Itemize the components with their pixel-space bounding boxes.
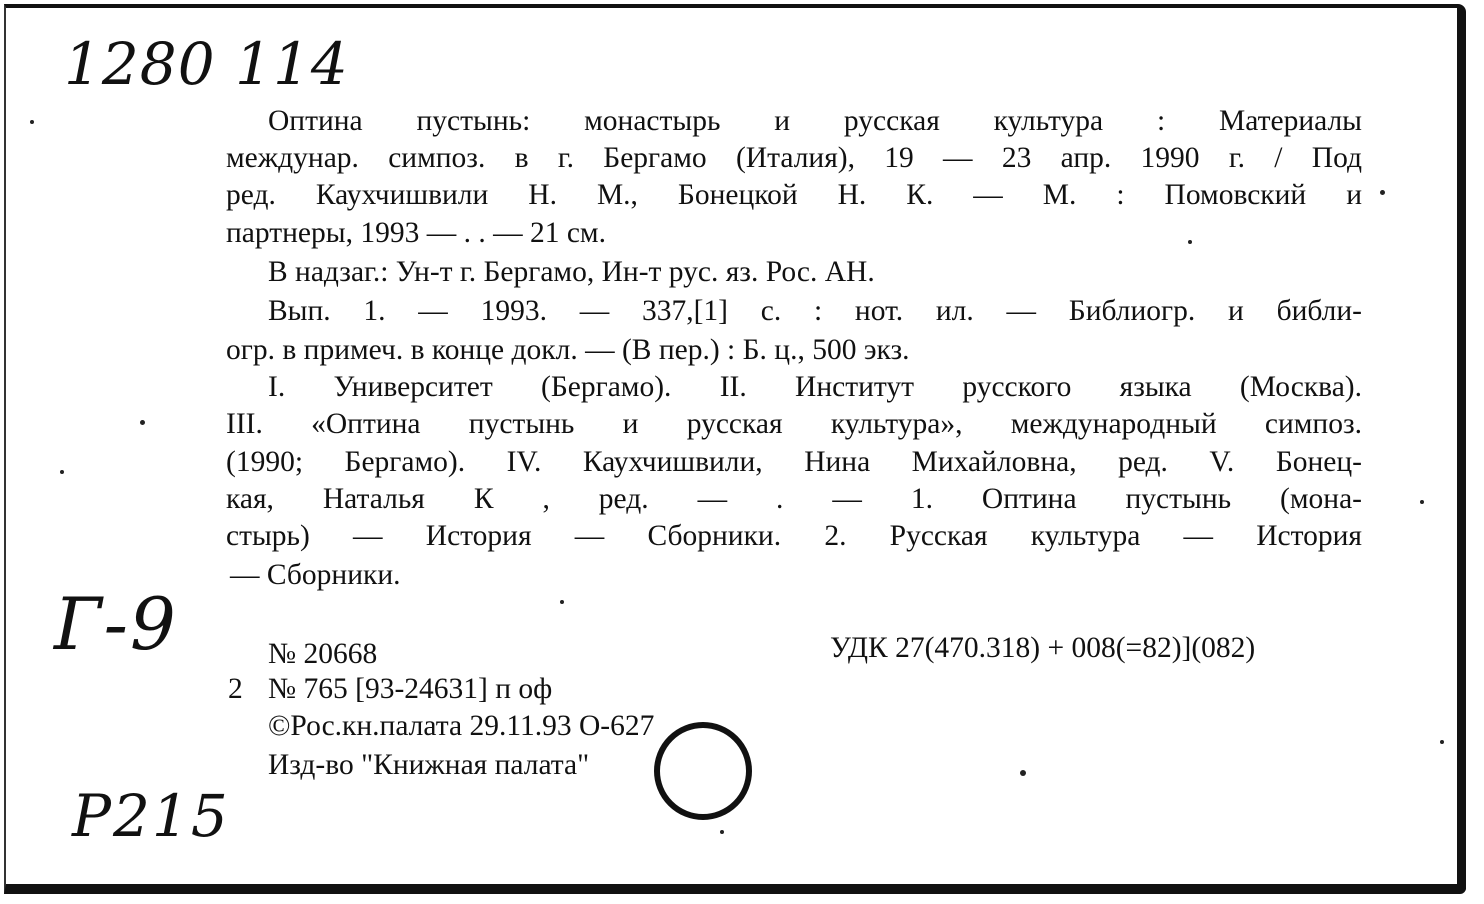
- record-line: междунар. симпоз. в г. Бергамо (Италия), 19 — 23 апр. 1990 г. / Под: [226, 142, 1362, 174]
- speck: [1380, 190, 1385, 195]
- handwritten-shelf-mark: 1280 114: [64, 30, 349, 98]
- record-line-title: Оптина пустынь: монастырь и русская культура : Материалы: [268, 105, 1362, 137]
- speck: [1188, 240, 1192, 244]
- speck: [60, 470, 64, 474]
- speck: [30, 120, 34, 124]
- handwritten-code: Г-9: [54, 582, 178, 666]
- record-line-note: В надзаг.: Ун-т г. Бергамо, Ин-т рус. яз. Рос. АН.: [268, 256, 875, 288]
- record-line: III. «Оптина пустынь и русская культура», международный симпоз.: [226, 408, 1362, 440]
- handwritten-index: P215: [72, 782, 230, 850]
- speck: [1420, 500, 1424, 504]
- record-line: партнеры, 1993 — . . — 21 см.: [226, 217, 606, 249]
- record-line-volume: Вып. 1. — 1993. — 337,[1] с. : нот. ил. — Библиогр. и библи-: [268, 295, 1362, 327]
- speck: [1020, 770, 1026, 776]
- record-line: ред. Каухчишвили Н. М., Бонецкой Н. К. — М. : Помовский и: [226, 179, 1362, 211]
- speck: [560, 600, 564, 604]
- record-line: огр. в примеч. в конце докл. — (В пер.) : Б. ц., 500 экз.: [226, 334, 910, 366]
- record-line: — Сборники.: [230, 559, 401, 591]
- punch-hole: [654, 722, 752, 820]
- card-number: № 765 [93-24631] п оф: [268, 673, 553, 705]
- copyright-line: ©Рос.кн.палата 29.11.93 О-627: [268, 710, 655, 742]
- record-line: стырь) — История — Сборники. 2. Русская культура — История: [226, 520, 1362, 552]
- speck: [1440, 740, 1444, 744]
- publisher-line: Изд-во "Книжная палата": [268, 749, 590, 781]
- speck: [140, 420, 145, 425]
- copies-count: 2: [228, 673, 243, 705]
- record-number: № 20668: [268, 638, 378, 670]
- udk-code: УДК 27(470.318) + 008(=82)](082): [830, 632, 1256, 664]
- record-line: (1990; Бергамо). IV. Каухчишвили, Нина Михайловна, ред. V. Бонец-: [226, 446, 1362, 478]
- record-line-subjects: I. Университет (Бергамо). II. Институт русского языка (Москва).: [268, 371, 1362, 403]
- speck: [720, 830, 724, 834]
- record-line: кая, Наталья К , ред. — . — 1. Оптина пустынь (мона-: [226, 483, 1362, 515]
